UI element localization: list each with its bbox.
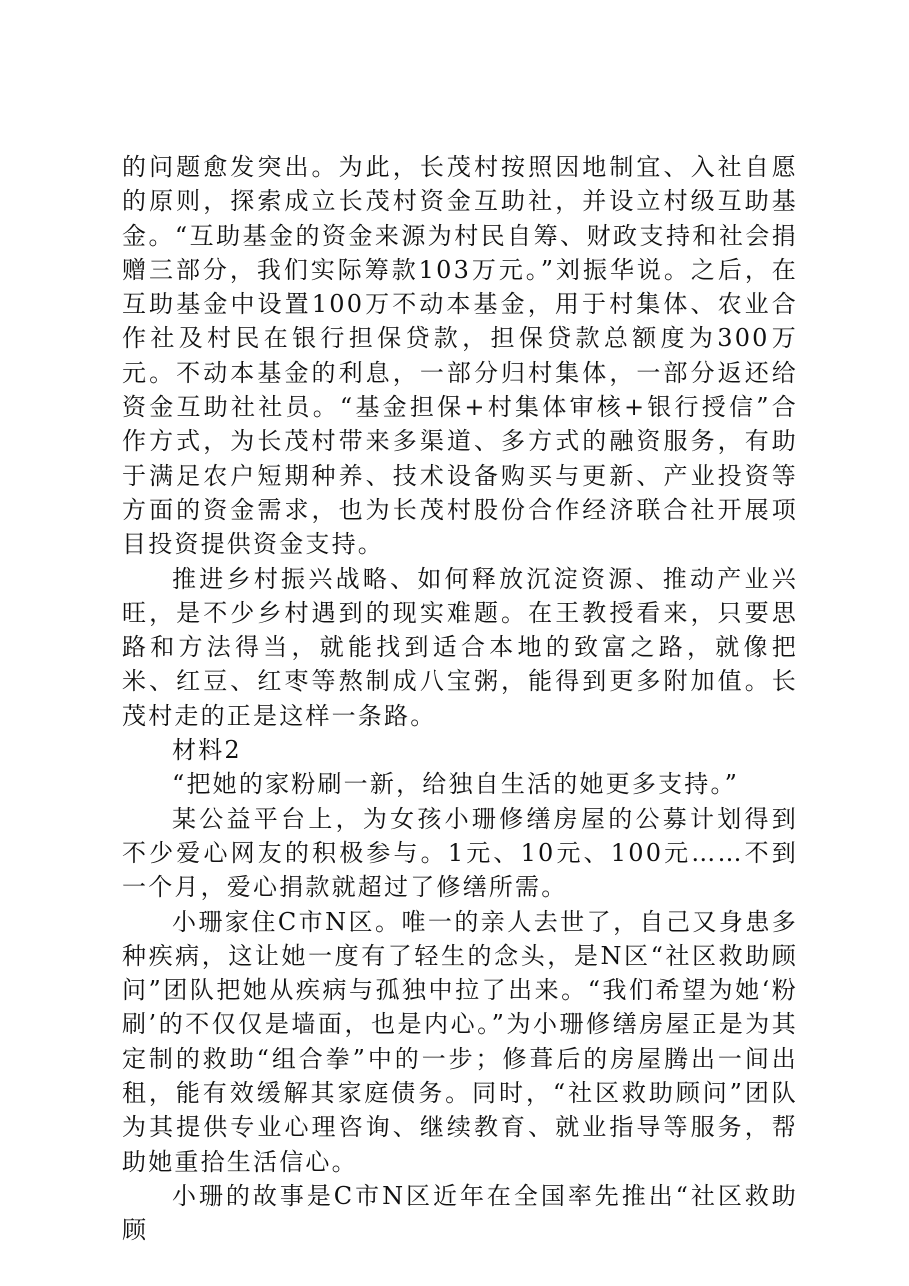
document-body xyxy=(122,150,798,1248)
paragraph-story-continued: 小珊的故事是C市N区近年在全国率先推出“社区救助顾 xyxy=(122,1181,798,1245)
material-heading: 材料2 xyxy=(172,736,242,765)
paragraph-rescue-team: 小珊家住C市N区。唯一的亲人去世了，自己又身患多种疾病，这让她一度有了轻生的念头，是N区“社区救助顾问”团队把她从疾病与孤独中拉了出来。“我们希望为她‘粉刷’的不仅仅是墙面，也是内心。”为小珊修缮房屋正是为其定制的救助“组合拳”中的一步；修葺后的房屋腾出一间出租，能有效缓解其家庭债务。同时，“社区救助顾问”团队为其提供专业心理咨询、继续教育、就业指导等服务，帮助她重拾生活信心。 xyxy=(122,907,798,1176)
paragraph-financing: 的问题愈发突出。为此，长茂村按照因地制宜、入社自愿的原则，探索成立长茂村资金互助社，并设立村级互助基金。“互助基金的资金来源为村民自筹、财政支持和社会捐赠三部分，我们实际筹款103万元。”刘振华说。之后，在互助基金中设置100万不动本基金，用于村集体、农业合作社及村民在银行担保贷款，担保贷款总额度为300万元。不动本基金的利息，一部分归村集体，一部分返还给资金互助社社员。“基金担保+村集体审核+银行授信”合作方式，为长茂村带来多渠道、多方式的融资服务，有助于满足农户短期种养、技术设备购买与更新、产业投资等方面的资金需求，也为长茂村股份合作经济联合社开展项目投资提供资金支持。 xyxy=(122,153,798,559)
paragraph-donation: 某公益平台上，为女孩小珊修缮房屋的公募计划得到不少爱心网友的积极参与。1元、10元、100元……不到一个月，爱心捐款就超过了修缮所需。 xyxy=(122,804,798,902)
paragraph-quote: “把她的家粉刷一新，给独自生活的她更多支持。” xyxy=(172,770,740,799)
paragraph-rural-revitalization: 推进乡村振兴战略、如何释放沉淀资源、推动产业兴旺，是不少乡村遇到的现实难题。在王教授看来，只要思路和方法得当，就能找到适合本地的致富之路，就像把米、红豆、红枣等熬制成八宝粥，能得到更多附加值。长茂村走的正是这样一条路。 xyxy=(122,564,798,730)
